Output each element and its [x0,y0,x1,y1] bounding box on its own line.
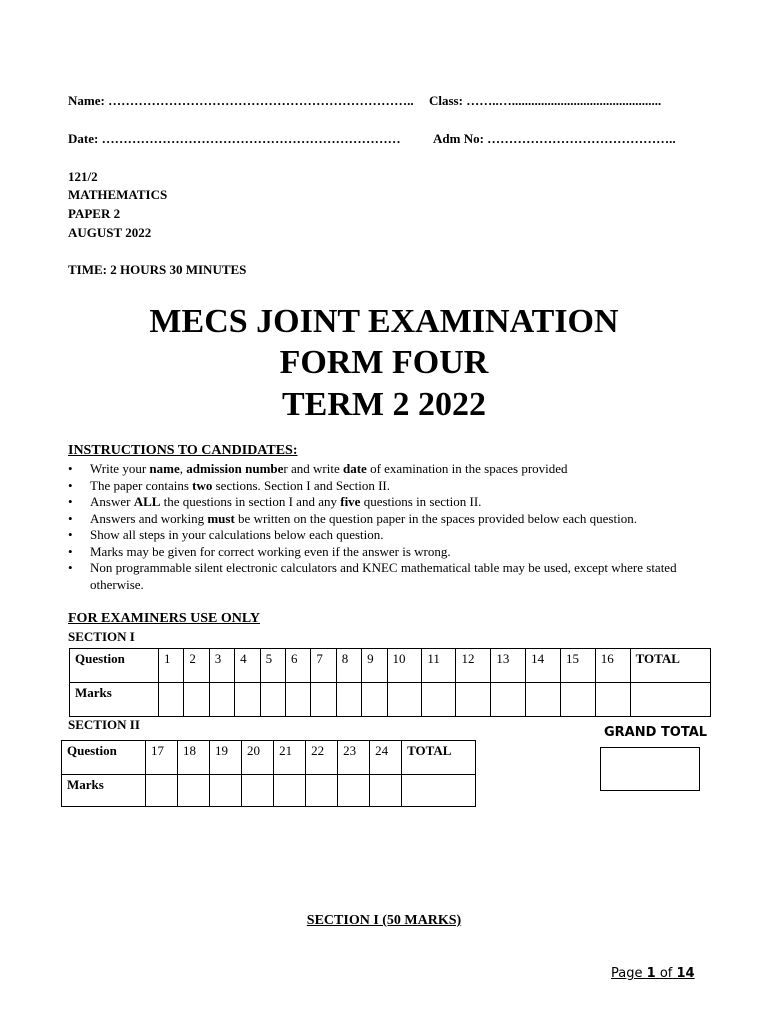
instruction-text: of examination in the spaces provided [366,461,568,476]
grand-total-label: GRAND TOTAL [604,725,708,740]
instruction-emphasis: five [340,494,361,509]
instructions-heading: INSTRUCTIONS TO CANDIDATES: [68,443,298,458]
instruction-item [68,527,708,544]
adm-label: Adm No: [433,131,484,146]
instruction-item [68,494,708,511]
class-dots: ……..….............................................. [466,93,662,108]
section2-marks-cell[interactable] [242,775,274,807]
section2-question-number: 20 [242,741,274,775]
section1-question-number: 10 [387,649,422,683]
bullet-icon: • [68,461,73,476]
section2-marks-row [62,775,476,807]
section1-marks-cell[interactable] [491,683,526,717]
section2-question-row [62,741,476,775]
section1-marks-cell[interactable] [456,683,491,717]
name-dots: …………………………………………………………….. [108,93,414,108]
section1-question-number: 4 [235,649,260,683]
section1-label: SECTION I [68,629,135,644]
title-line-3: TERM 2 2022 [282,386,486,423]
page-current: 1 [646,966,656,981]
instruction-emphasis: two [192,477,213,493]
bullet-icon: • [68,494,73,509]
exam-time: TIME: 2 HOURS 30 MINUTES [68,262,247,277]
total-header: TOTAL [402,741,476,775]
bullet-icon: • [68,510,73,526]
page-total: 14 [676,966,695,981]
paper-code: 121/2 [68,169,98,184]
instruction-text: , [179,461,187,476]
section2-question-number: 21 [274,741,306,775]
section1-marks-cell[interactable] [260,683,285,717]
section2-marks-cell[interactable] [178,775,210,807]
section2-marks-cell[interactable] [306,775,338,807]
section1-question-number: 9 [362,649,387,683]
class-label: Class: [429,93,463,108]
section1-question-number: 5 [260,649,285,683]
section2-question-number: 22 [306,741,338,775]
class-field[interactable] [429,93,661,109]
section2-marks-cell[interactable] [274,775,306,807]
section1-question-number: 6 [285,649,310,683]
section1-marks-cell[interactable] [526,683,561,717]
page-word: Page [611,966,643,981]
title-line-1: MECS JOINT EXAMINATION [149,303,619,340]
section2-score-table [61,740,476,807]
instruction-text: questions in section II. [360,494,482,509]
instruction-item [68,478,708,495]
bullet-icon: • [68,477,73,493]
section1-marks-cell[interactable] [422,683,456,717]
section1-question-number: 13 [491,649,526,683]
section2-marks-cell[interactable] [146,775,178,807]
title-line-2: FORM FOUR [279,344,489,381]
section1-question-number: 8 [336,649,361,683]
section1-question-number: 3 [209,649,234,683]
instruction-emphasis: must [207,510,235,526]
name-field[interactable] [68,93,414,109]
instruction-text: sections. Section I and Section II. [212,477,391,493]
instruction-emphasis: ALL [133,494,161,509]
section1-question-row [70,649,711,683]
bullet-icon: • [68,560,73,575]
section2-question-number: 19 [210,741,242,775]
instruction-text: Show all steps in your calculations below each question. [90,527,384,542]
section2-question-number: 17 [146,741,178,775]
exam-month: AUGUST 2022 [68,225,152,240]
instruction-text: Answer [90,494,134,509]
examiners-heading: FOR EXAMINERS USE ONLY [68,611,261,626]
section2-question-number: 24 [370,741,402,775]
instruction-emphasis: name [149,461,180,476]
date-dots: …………………………………………………………… [101,131,401,146]
marks-header: Marks [70,683,159,717]
date-field[interactable] [68,131,401,147]
grand-total-box[interactable] [600,747,700,791]
instruction-item [68,461,708,478]
section2-marks-cell[interactable] [338,775,370,807]
page-number [611,966,695,981]
bullet-icon: • [68,543,73,559]
section1-marks-row [70,683,711,717]
section1-marks-cell[interactable] [159,683,184,717]
section2-total-marks-cell[interactable] [402,775,476,807]
instruction-text: be written on the question paper in the spaces provided below each question. [234,510,637,526]
instruction-text: the questions in section I and any [160,494,341,509]
section1-marks-cell[interactable] [560,683,595,717]
section1-marks-cell[interactable] [387,683,422,717]
section1-question-number: 7 [311,649,336,683]
instruction-text: Write your [90,461,150,476]
section1-marks-cell[interactable] [336,683,361,717]
date-label: Date: [68,131,99,146]
section1-question-number: 16 [595,649,630,683]
section1-question-number: 2 [184,649,209,683]
section2-question-number: 23 [338,741,370,775]
section1-question-number: 15 [560,649,595,683]
instruction-item [68,560,708,593]
instruction-text: Answers and working [90,510,208,526]
adm-dots: …………………………………….. [487,131,676,146]
section1-marks-cell[interactable] [209,683,234,717]
section2-marks-cell[interactable] [370,775,402,807]
section1-marks-cell[interactable] [362,683,387,717]
instruction-item [68,544,708,561]
instruction-text: The paper contains [90,477,193,493]
total-header: TOTAL [630,649,710,683]
section1-score-table [69,648,711,717]
section2-marks-cell[interactable] [210,775,242,807]
section1-question-number: 14 [526,649,561,683]
section1-marks-cell[interactable] [184,683,209,717]
of-word: of [659,966,673,981]
paper-number: PAPER 2 [68,206,121,221]
section1-total-marks-cell[interactable] [630,683,710,717]
section1-heading: SECTION I (50 MARKS) [306,913,462,928]
bullet-icon: • [68,527,73,542]
marks-header: Marks [62,775,146,807]
instruction-text: r and write [283,461,343,476]
section2-question-number: 18 [178,741,210,775]
instruction-emphasis: date [342,461,367,476]
instruction-text: Non programmable silent electronic calculators and KNEC mathematical table may be used, except where stated otherwise. [90,560,677,592]
section1-marks-cell[interactable] [595,683,630,717]
question-header: Question [70,649,159,683]
instruction-item [68,511,708,528]
instruction-text: Marks may be given for correct working even if the answer is wrong. [90,543,451,559]
section1-question-number: 1 [159,649,184,683]
section1-marks-cell[interactable] [311,683,336,717]
section2-label: SECTION II [68,717,140,732]
instruction-emphasis: admission numbe [186,461,284,476]
section1-marks-cell[interactable] [285,683,310,717]
name-label: Name: [68,93,105,108]
section1-marks-cell[interactable] [235,683,260,717]
subject: MATHEMATICS [68,187,168,202]
section1-question-number: 11 [422,649,456,683]
adm-no-field[interactable] [433,131,676,147]
instructions-list [68,461,708,593]
section1-question-number: 12 [456,649,491,683]
question-header: Question [62,741,146,775]
